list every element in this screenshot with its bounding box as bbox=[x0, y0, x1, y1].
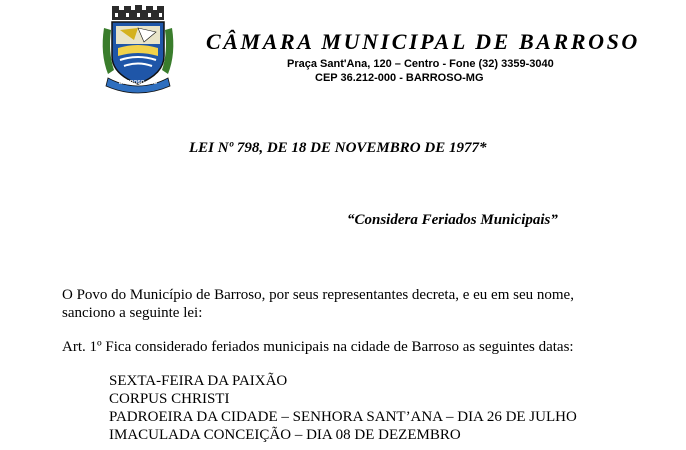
holiday-item: SEXTA-FEIRA DA PAIXÃO bbox=[109, 373, 288, 389]
org-name: CÂMARA MUNICIPAL DE BARROSO bbox=[206, 29, 640, 54]
address-line-1: Praça Sant'Ana, 120 – Centro - Fone (32) 3359-3040 bbox=[287, 58, 554, 70]
preamble-line-1: O Povo do Município de Barroso, por seus representantes decreta, e eu em seu nome, bbox=[62, 287, 574, 303]
law-title: LEI Nº 798, DE 18 DE NOVEMBRO DE 1977* bbox=[189, 140, 487, 156]
holiday-item: IMACULADA CONCEIÇÃO – DIA 08 DE DEZEMBRO bbox=[109, 427, 461, 443]
holiday-item: PADROEIRA DA CIDADE – SENHORA SANT’ANA – DIA 26 DE JULHO bbox=[109, 409, 577, 425]
holiday-list bbox=[109, 372, 577, 444]
holiday-item: CORPUS CHRISTI bbox=[109, 391, 230, 407]
preamble-line-2: sanciono a seguinte lei: bbox=[62, 305, 203, 321]
crest-ribbon-text: BARROSO - MG bbox=[119, 80, 158, 86]
address-line-2: CEP 36.212-000 - BARROSO-MG bbox=[315, 72, 484, 84]
law-ementa: “Considera Feriados Municipais” bbox=[347, 212, 558, 228]
article-1: Art. 1º Fica considerado feriados municipais na cidade de Barroso as seguintes datas: bbox=[62, 339, 574, 355]
